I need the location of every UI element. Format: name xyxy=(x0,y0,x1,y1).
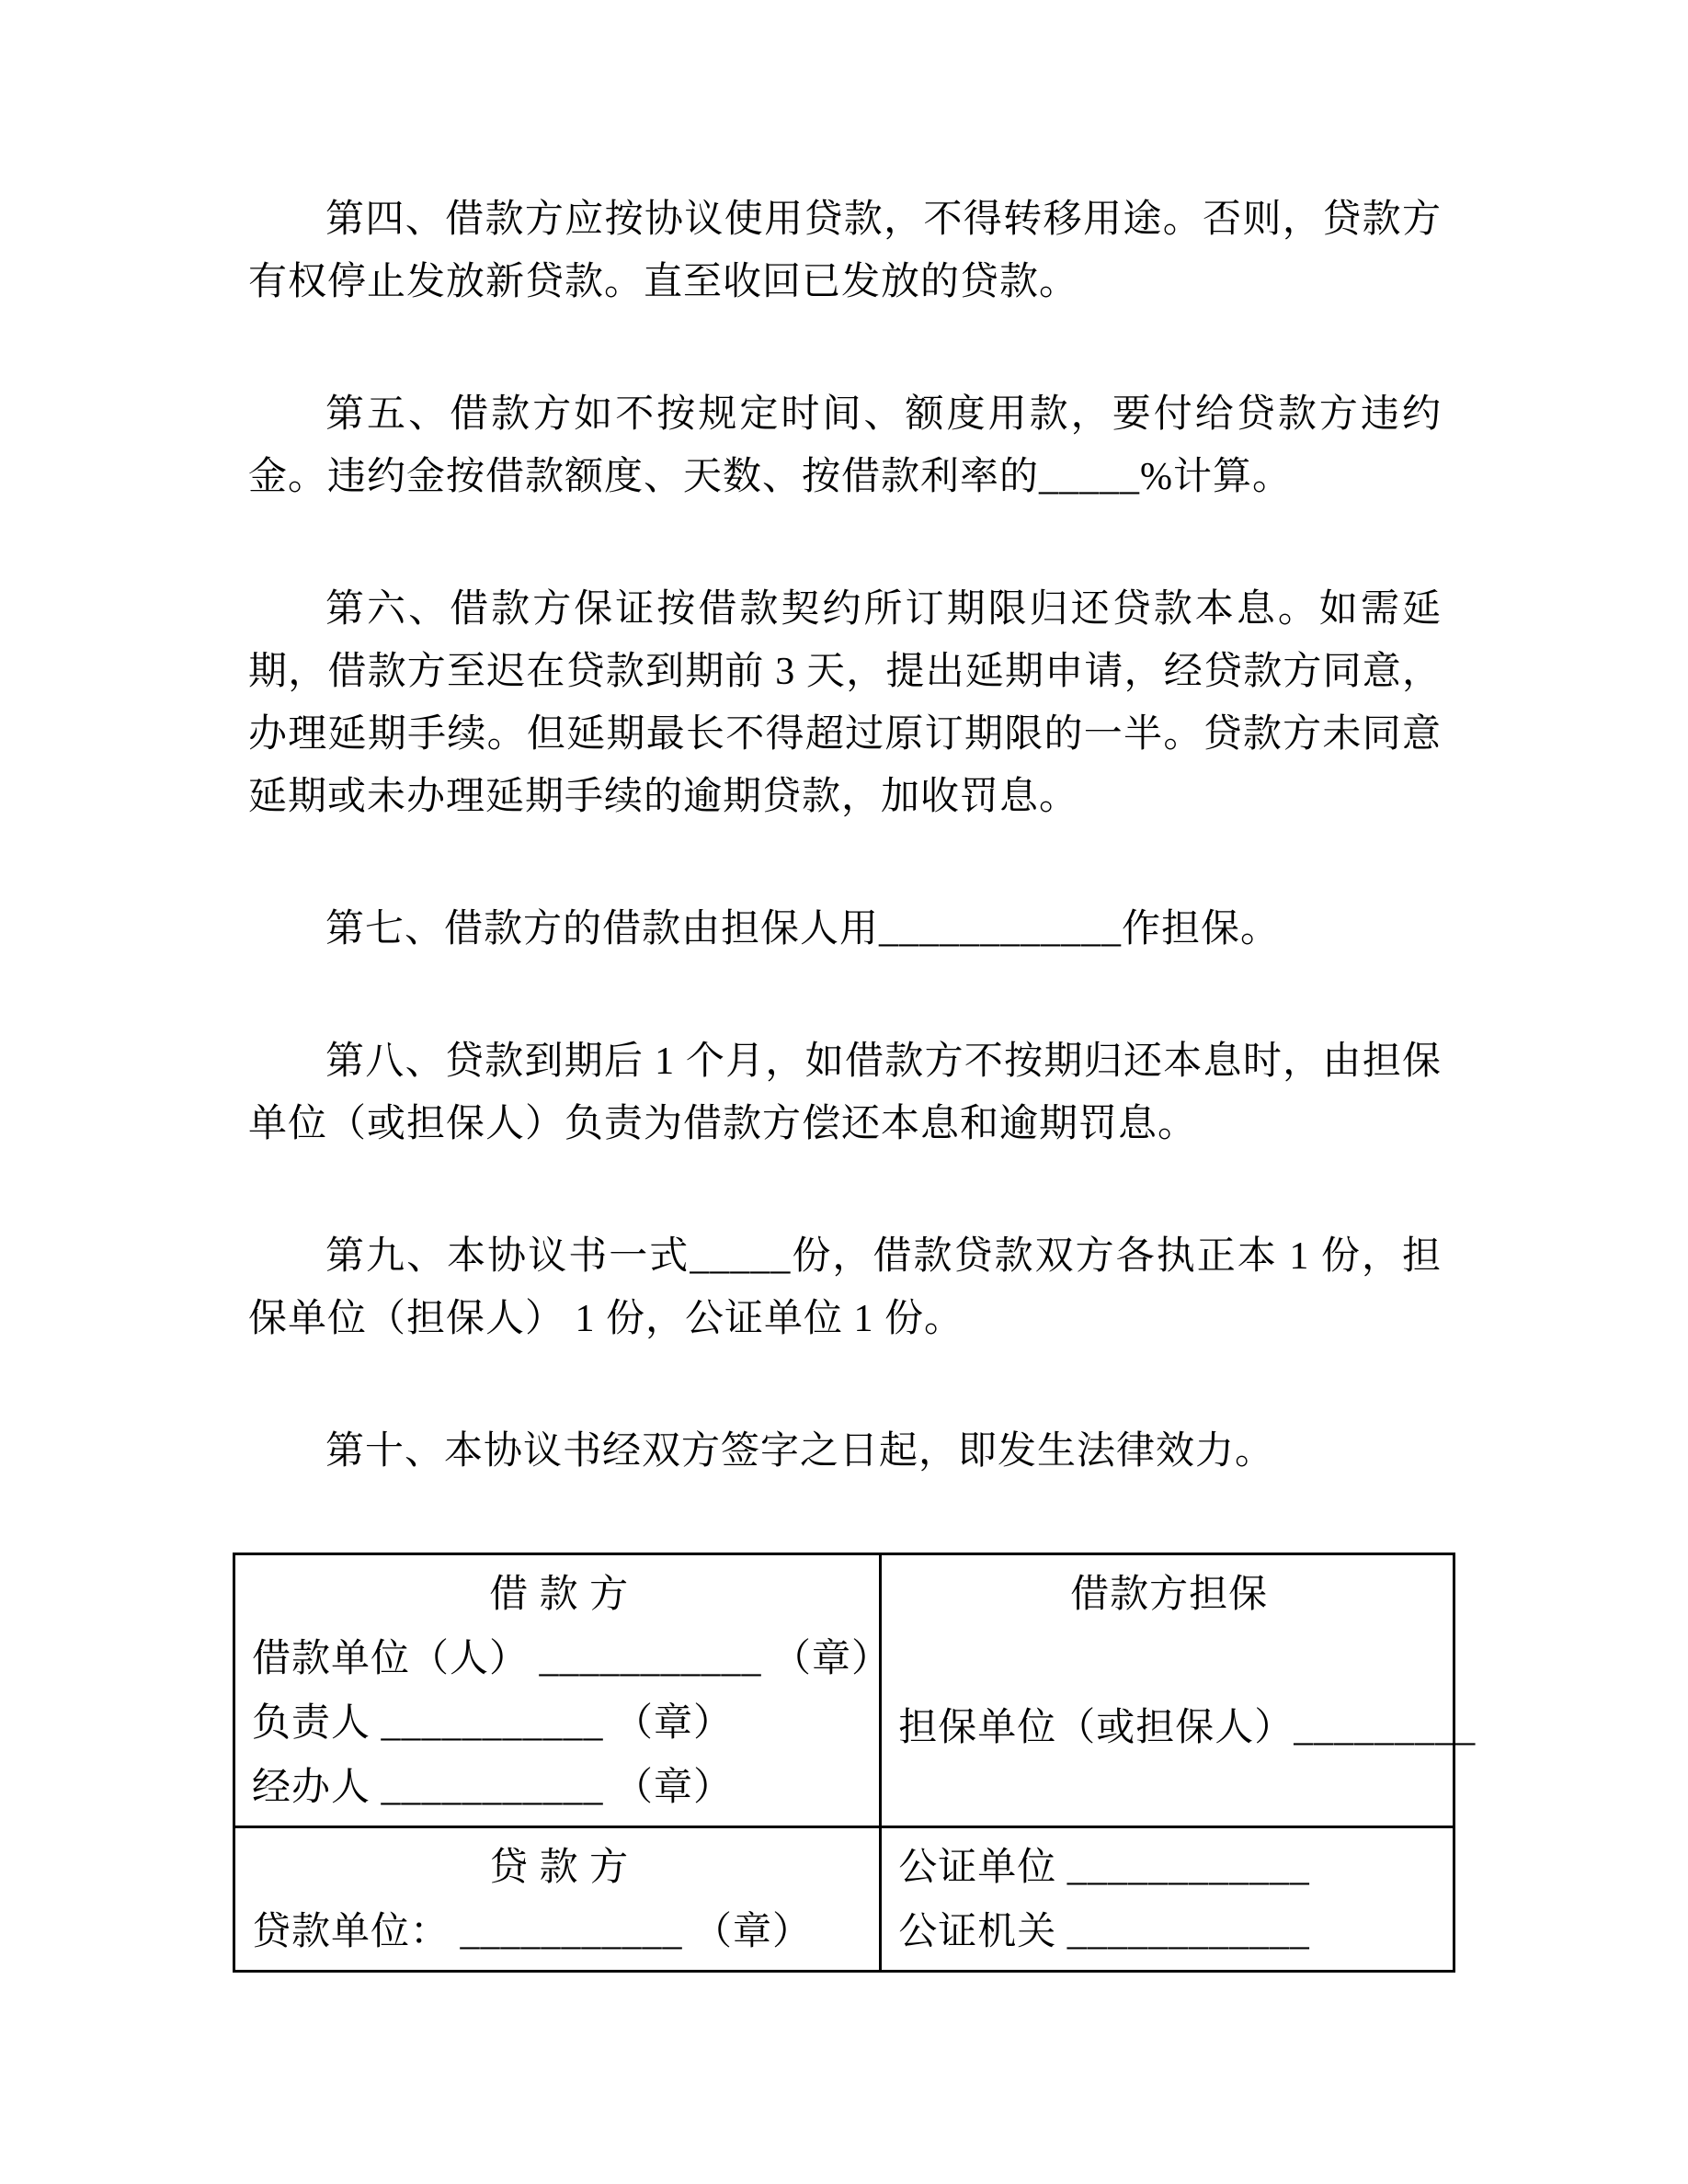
lender-unit-line: 贷款单位： ___________ （章） xyxy=(252,1911,813,1953)
borrower-unit-line: 借款单位（人） ___________ （章） xyxy=(252,1638,892,1680)
signature-table-row-2 xyxy=(234,1827,1454,1972)
clause-5-paragraph: 第五、借款方如不按规定时间、额度用款，要付给贷款方违约金。违约金按借款额度、天数、按借款利率的_____%计算。 xyxy=(248,393,1442,498)
clause-4-paragraph: 第四、借款方应按协议使用贷款，不得转移用途。否则，贷款方有权停止发放新贷款。直至收回已发放的贷款。 xyxy=(248,199,1442,303)
clause-9-paragraph: 第九、本协议书一式_____份，借款贷款双方各执正本 1 份，担保单位（担保人） 1 份，公证单位 1 份。 xyxy=(248,1235,1442,1340)
clause-7-paragraph: 第七、借款方的借款由担保人用____________作担保。 xyxy=(325,908,1281,950)
notary-authority-line: 公证机关 ____________ xyxy=(898,1911,1310,1953)
guarantor-cell xyxy=(881,1554,1477,1827)
notary-office-line: 公证单位 ____________ xyxy=(898,1847,1310,1889)
signature-table xyxy=(233,1553,1477,1973)
lender-header: 贷 款 方 xyxy=(489,1847,630,1889)
signature-table-row-1 xyxy=(234,1554,1454,1827)
borrower-handler-line: 经办人 ___________ （章） xyxy=(252,1767,734,1809)
borrower-header: 借 款 方 xyxy=(489,1574,630,1616)
notary-cell xyxy=(881,1827,1454,1972)
guarantor-unit-line: 担保单位（或担保人）_________ xyxy=(898,1707,1477,1749)
clause-8-paragraph: 第八、贷款到期后 1 个月，如借款方不按期归还本息时，由担保单位（或担保人）负责为借款方偿还本息和逾期罚息。 xyxy=(248,1041,1442,1145)
borrower-manager-line: 负责人 ___________ （章） xyxy=(252,1702,734,1745)
borrower-cell xyxy=(234,1554,892,1827)
clause-10-paragraph: 第十、本协议书经双方签字之日起，即发生法律效力。 xyxy=(325,1430,1275,1473)
clause-6-paragraph: 第六、借款方保证按借款契约所订期限归还贷款本息。如需延期，借款方至迟在贷款到期前 3 天，提出延期申请，经贷款方同意，办理延期手续。但延期最长不得超过原订期限的一半。贷款方未同意延期或未办理延期手续的逾期贷款，加收罚息。 xyxy=(248,588,1442,818)
lender-cell xyxy=(234,1827,881,1972)
guarantor-header: 借款方担保 xyxy=(1070,1574,1269,1616)
